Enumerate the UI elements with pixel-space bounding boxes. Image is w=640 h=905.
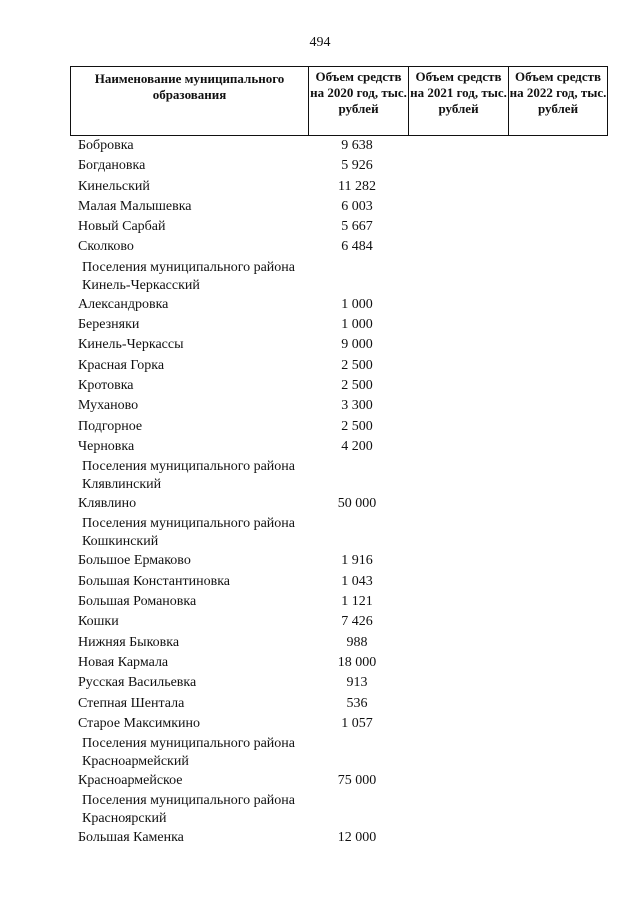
value-2020: 3 300 xyxy=(341,398,373,414)
value-2021 xyxy=(407,735,507,771)
municipality-name: Поселения муниципального района Красноармейский xyxy=(82,736,296,770)
municipality-name: Муханово xyxy=(78,398,139,414)
value-2022 xyxy=(507,137,606,155)
value-2020: 7 426 xyxy=(341,614,373,630)
value-2022 xyxy=(507,458,606,494)
value-2021 xyxy=(407,198,507,216)
municipality-name: Черновка xyxy=(78,438,135,454)
value-2020: 1 121 xyxy=(341,594,373,610)
group-row xyxy=(70,458,608,494)
table-row xyxy=(70,377,608,395)
table-row xyxy=(70,198,608,216)
value-2020: 1 000 xyxy=(341,317,373,333)
value-2022 xyxy=(507,438,606,456)
value-2020: 2 500 xyxy=(341,418,373,434)
table-row xyxy=(70,397,608,415)
table-row xyxy=(70,613,608,631)
value-2021 xyxy=(407,438,507,456)
value-2022 xyxy=(507,593,606,611)
table-row xyxy=(70,634,608,652)
value-2021 xyxy=(407,792,507,828)
table-row xyxy=(70,552,608,570)
municipality-name: Большая Константиновка xyxy=(78,573,231,589)
municipality-name: Красноармейское xyxy=(78,773,183,789)
value-2021 xyxy=(407,458,507,494)
municipality-name: Большое Ермаково xyxy=(78,553,191,569)
value-2020: 913 xyxy=(346,675,368,691)
value-2022 xyxy=(507,495,606,513)
municipality-name: Красная Горка xyxy=(78,357,165,373)
value-2022 xyxy=(507,695,606,713)
value-2022 xyxy=(507,515,606,551)
value-2021 xyxy=(407,259,507,295)
table-row xyxy=(70,495,608,513)
municipality-name: Подгорное xyxy=(78,418,143,434)
municipality-name: Старое Максимкино xyxy=(78,715,201,731)
municipality-name: Богдановка xyxy=(78,158,146,174)
value-2022 xyxy=(507,418,606,436)
table-row xyxy=(70,178,608,196)
value-2021 xyxy=(407,397,507,415)
group-row xyxy=(70,735,608,771)
value-2022 xyxy=(507,377,606,395)
table-row xyxy=(70,695,608,713)
value-2022 xyxy=(507,316,606,334)
municipality-name: Поселения муниципального района Клявлинский xyxy=(82,459,296,493)
table-header xyxy=(70,66,608,136)
value-2021 xyxy=(407,552,507,570)
municipality-name: Александровка xyxy=(78,296,169,312)
value-2021 xyxy=(407,715,507,733)
municipality-name: Поселения муниципального района Кошкинский xyxy=(82,516,296,550)
value-2022 xyxy=(507,735,606,771)
group-row xyxy=(70,259,608,295)
group-row xyxy=(70,515,608,551)
municipality-name: Поселения муниципального района Красноярский xyxy=(82,793,296,827)
value-2022 xyxy=(507,397,606,415)
table-row xyxy=(70,157,608,175)
value-2021 xyxy=(407,296,507,314)
value-2020: 1 057 xyxy=(341,715,373,731)
value-2020: 1 000 xyxy=(341,296,373,312)
value-2021 xyxy=(407,829,507,847)
header-2020: Объем средств на 2020 год, тыс. рублей xyxy=(308,67,408,135)
municipality-name: Кинель-Черкассы xyxy=(78,337,184,353)
municipality-name: Степная Шентала xyxy=(78,695,185,711)
value-2021 xyxy=(407,674,507,692)
value-2022 xyxy=(507,829,606,847)
municipality-name: Новый Сарбай xyxy=(78,219,166,235)
value-2020: 12 000 xyxy=(337,830,377,846)
table-row xyxy=(70,715,608,733)
value-2021 xyxy=(407,613,507,631)
value-2022 xyxy=(507,634,606,652)
municipality-name: Кротовка xyxy=(78,377,134,393)
value-2020: 5 926 xyxy=(341,158,373,174)
municipality-name: Нижняя Быковка xyxy=(78,634,180,650)
value-2022 xyxy=(507,613,606,631)
municipality-name: Бобровка xyxy=(78,138,134,153)
value-2020: 9 638 xyxy=(341,138,373,153)
value-2022 xyxy=(507,552,606,570)
value-2020: 6 484 xyxy=(341,239,373,255)
table-row xyxy=(70,296,608,314)
table-row xyxy=(70,593,608,611)
value-2021 xyxy=(407,654,507,672)
value-2020: 1 043 xyxy=(341,573,373,589)
value-2021 xyxy=(407,573,507,591)
municipality-name: Большая Каменка xyxy=(78,830,184,846)
value-2022 xyxy=(507,357,606,375)
municipality-name: Сколково xyxy=(78,239,134,255)
value-2020: 5 667 xyxy=(341,219,373,235)
value-2022 xyxy=(507,715,606,733)
value-2022 xyxy=(507,238,606,256)
value-2022 xyxy=(507,772,606,790)
table-row xyxy=(70,772,608,790)
municipality-name: Малая Малышевка xyxy=(78,198,192,214)
municipality-name: Новая Кармала xyxy=(78,654,169,670)
municipality-name: Поселения муниципального района Кинель-Черкасский xyxy=(82,259,296,293)
table-row xyxy=(70,654,608,672)
table-row xyxy=(70,573,608,591)
value-2021 xyxy=(407,357,507,375)
value-2022 xyxy=(507,296,606,314)
value-2022 xyxy=(507,674,606,692)
header-2021: Объем средств на 2021 год, тыс. рублей xyxy=(408,67,508,135)
value-2021 xyxy=(407,695,507,713)
header-name: Наименование муниципального образования xyxy=(94,71,285,102)
value-2021 xyxy=(407,418,507,436)
value-2020: 2 500 xyxy=(341,357,373,373)
value-2022 xyxy=(507,259,606,295)
table-row xyxy=(70,674,608,692)
municipality-name: Клявлино xyxy=(78,496,137,512)
table-row xyxy=(70,316,608,334)
value-2021 xyxy=(407,178,507,196)
value-2021 xyxy=(407,336,507,354)
value-2020: 11 282 xyxy=(338,178,376,194)
page-number: 494 xyxy=(309,35,331,50)
value-2022 xyxy=(507,157,606,175)
table-body xyxy=(70,137,608,850)
municipality-name: Большая Романовка xyxy=(78,594,197,610)
table-row xyxy=(70,238,608,256)
table-row xyxy=(70,336,608,354)
municipality-name: Кинельский xyxy=(78,178,150,194)
value-2022 xyxy=(507,218,606,236)
value-2021 xyxy=(407,772,507,790)
value-2021 xyxy=(407,218,507,236)
value-2020: 1 916 xyxy=(341,553,373,569)
value-2022 xyxy=(507,792,606,828)
table-row xyxy=(70,829,608,847)
value-2021 xyxy=(407,515,507,551)
value-2020: 9 000 xyxy=(341,337,373,353)
table-row xyxy=(70,438,608,456)
value-2020: 6 003 xyxy=(341,198,373,214)
value-2022 xyxy=(507,573,606,591)
value-2020: 988 xyxy=(346,634,368,650)
value-2022 xyxy=(507,654,606,672)
value-2020: 4 200 xyxy=(341,438,373,454)
municipality-name: Русская Васильевка xyxy=(78,675,197,691)
value-2020: 18 000 xyxy=(337,654,377,670)
value-2020: 75 000 xyxy=(337,773,377,789)
table-row xyxy=(70,418,608,436)
value-2021 xyxy=(407,377,507,395)
table-row xyxy=(70,218,608,236)
table-row xyxy=(70,357,608,375)
value-2021 xyxy=(407,495,507,513)
value-2021 xyxy=(407,238,507,256)
value-2020: 50 000 xyxy=(337,496,377,512)
value-2021 xyxy=(407,316,507,334)
group-row xyxy=(70,792,608,828)
value-2021 xyxy=(407,593,507,611)
value-2021 xyxy=(407,137,507,155)
municipality-name: Кошки xyxy=(78,614,119,630)
header-2022: Объем средств на 2022 год, тыс. рублей xyxy=(508,67,607,135)
table-row xyxy=(70,137,608,155)
value-2021 xyxy=(407,634,507,652)
value-2021 xyxy=(407,157,507,175)
value-2022 xyxy=(507,198,606,216)
value-2022 xyxy=(507,336,606,354)
value-2020: 536 xyxy=(346,695,368,711)
value-2020: 2 500 xyxy=(341,377,373,393)
municipality-name: Березняки xyxy=(78,317,140,333)
value-2022 xyxy=(507,178,606,196)
